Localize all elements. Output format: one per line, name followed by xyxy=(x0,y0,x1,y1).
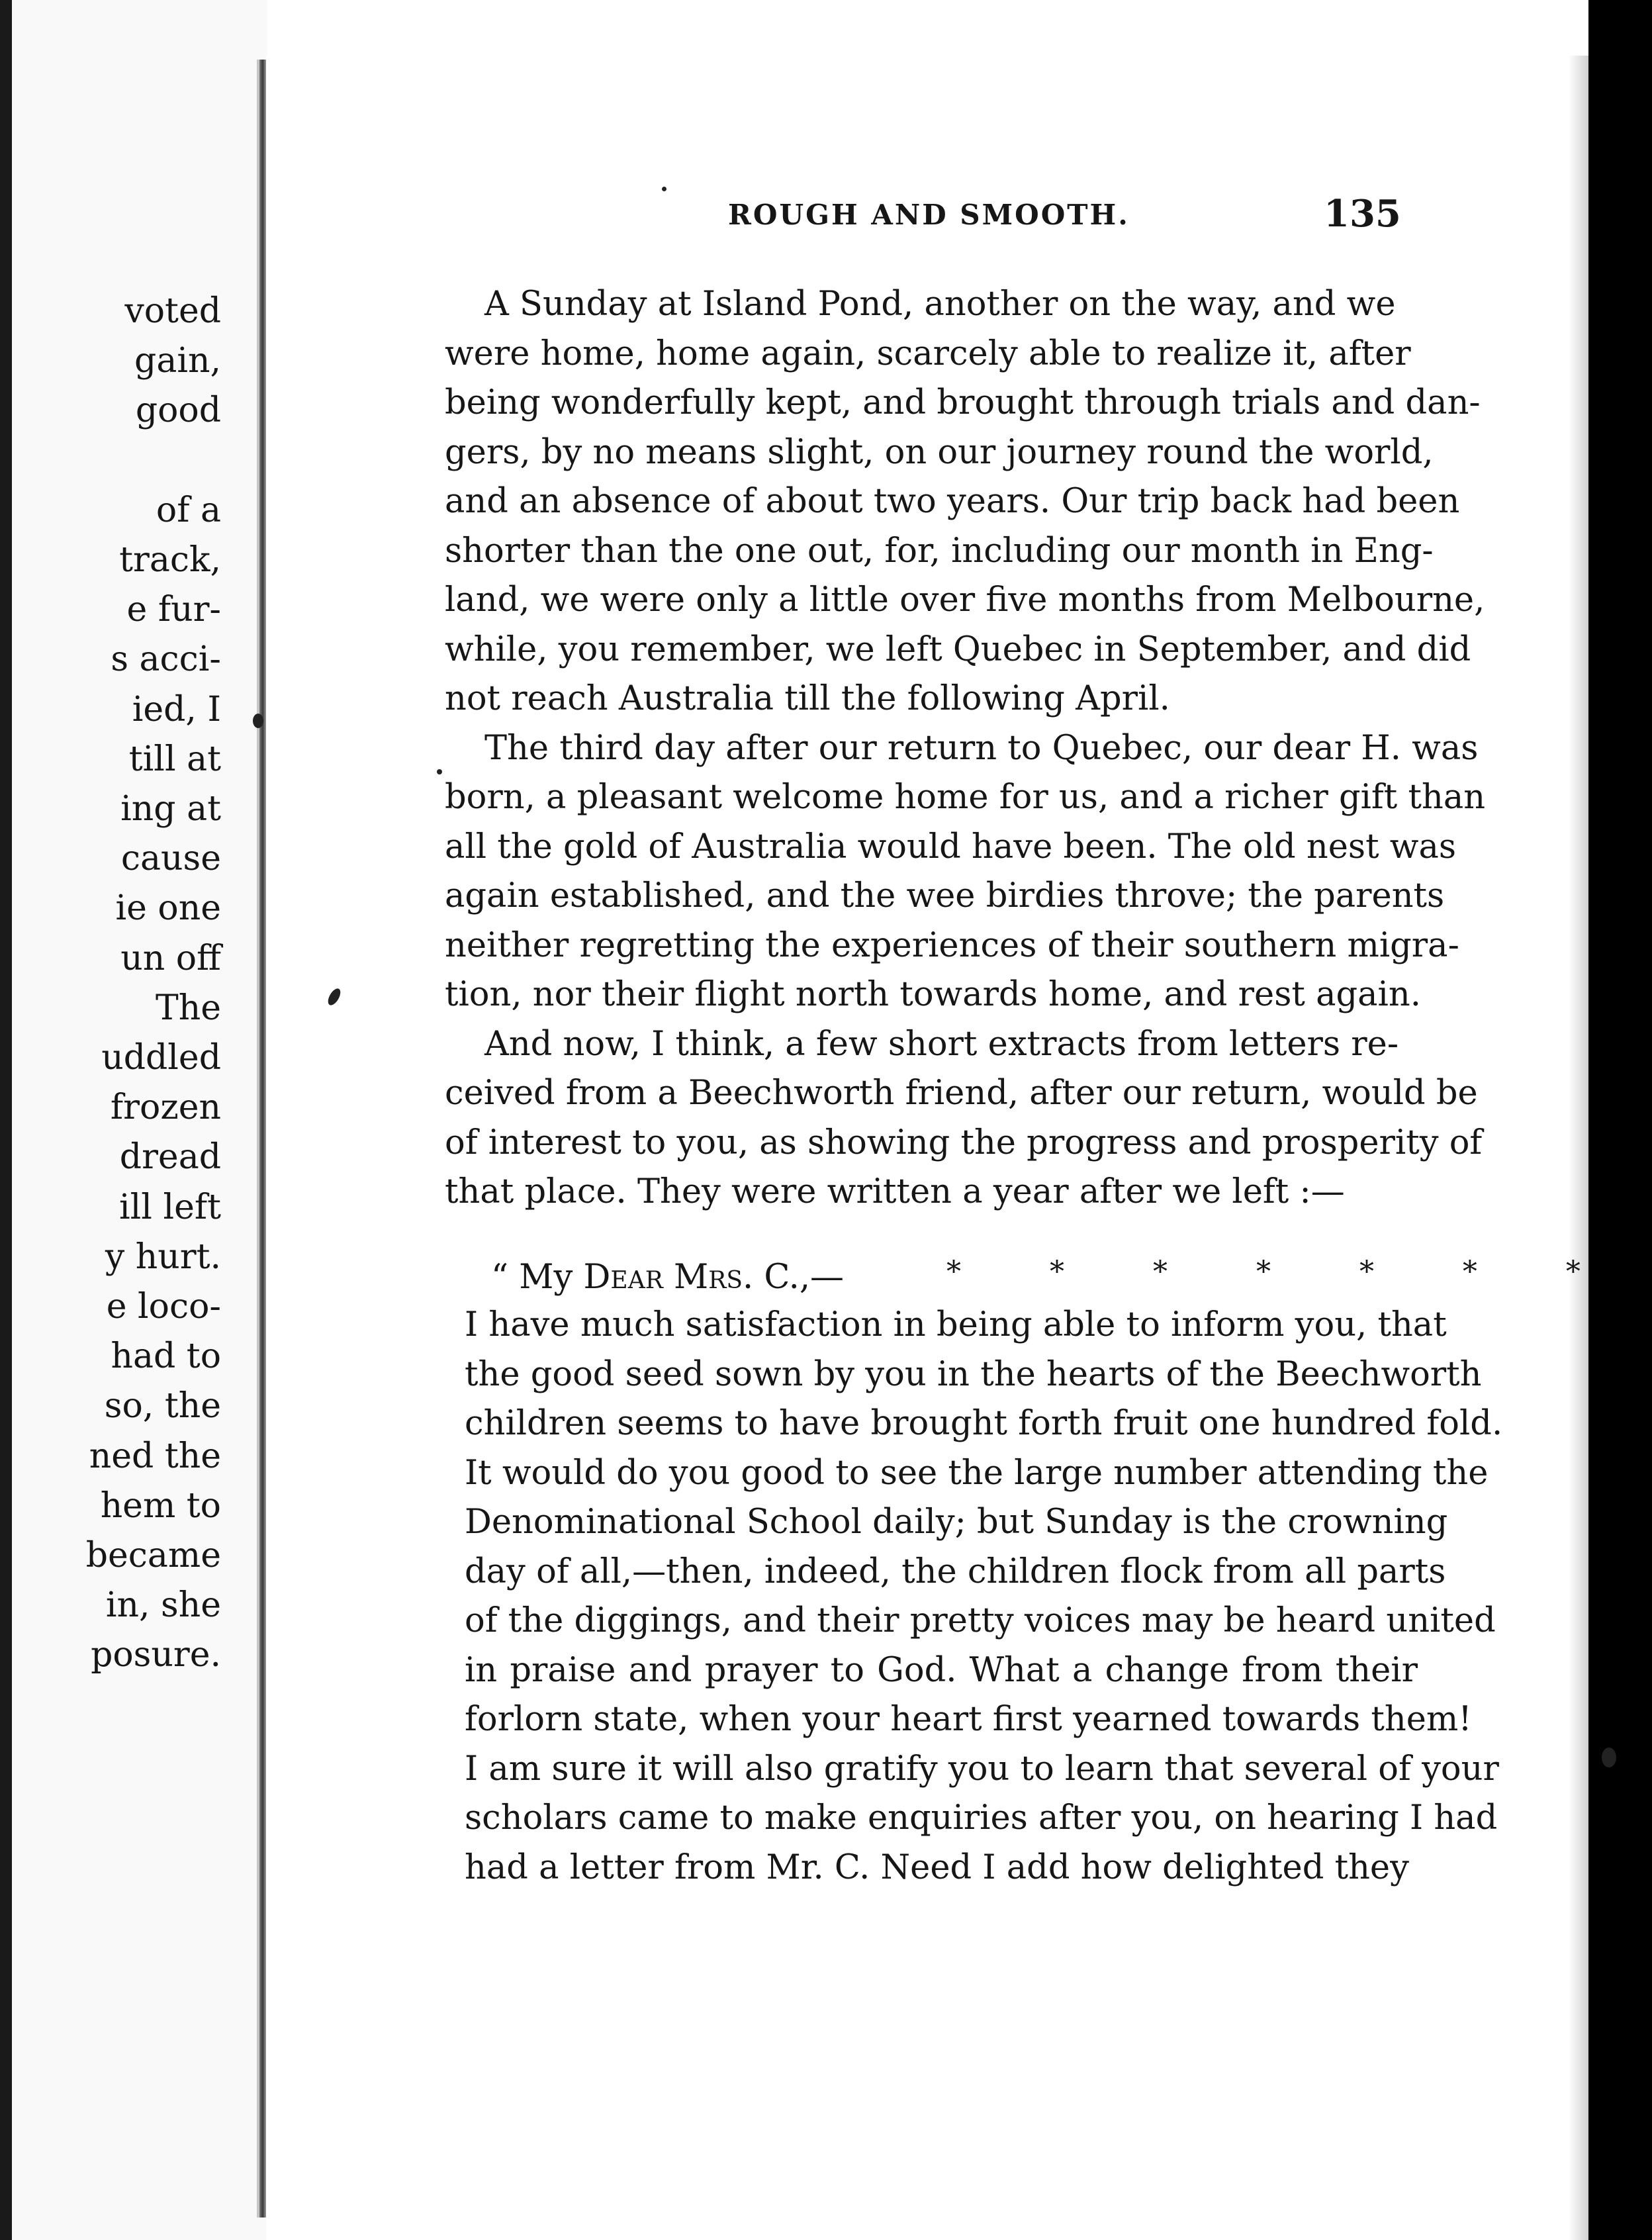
left-page-fragment: till at xyxy=(128,739,221,779)
paragraph-line: And now, I think, a few short extracts from letters re- xyxy=(484,1024,1399,1064)
letter-line: forlorn state, when your heart first yearned towards them! xyxy=(465,1700,1472,1739)
book-spine xyxy=(259,60,266,2217)
letter-line: in praise and prayer to God. What a change from their xyxy=(465,1650,1418,1690)
left-page-fragment: posure. xyxy=(91,1635,221,1675)
scan-background xyxy=(1588,0,1652,2240)
page-edge-shadow xyxy=(1569,56,1588,2240)
page-number: 135 xyxy=(1324,192,1401,236)
salutation-name: Dear Mrs. C.,— xyxy=(583,1258,845,1297)
letter-line: day of all,—then, indeed, the children flock from all parts xyxy=(465,1552,1446,1591)
paragraph-line: were home, home again, scarcely able to realize it, after xyxy=(445,334,1411,373)
paragraph-line: land, we were only a little over five months from Melbourne, xyxy=(445,581,1485,620)
letter-line: scholars came to make enquiries after you, on hearing I had xyxy=(465,1798,1498,1838)
left-page-fragment: ill left xyxy=(119,1187,221,1227)
paragraph-line: neither regretting the experiences of their southern migra- xyxy=(445,925,1459,965)
letter-line: the good seed sown by you in the hearts of the Beechworth xyxy=(465,1354,1482,1394)
left-page-fragment: un off xyxy=(120,938,221,978)
left-page-fragment: gain, xyxy=(134,341,221,381)
paragraph-line: while, you remember, we left Quebec in September, and did xyxy=(445,630,1471,669)
left-page-fragment: had to xyxy=(111,1336,221,1377)
ellipsis-asterisks: * * * * * * * xyxy=(946,1255,1620,1289)
paragraph-line: tion, nor their flight north towards home, and rest again. xyxy=(445,975,1421,1014)
left-page-fragment: good xyxy=(135,391,221,431)
left-page-fragment: voted xyxy=(124,291,221,331)
left-page-fragment: ied, I xyxy=(132,689,221,729)
left-page-fragment: so, the xyxy=(104,1386,221,1426)
left-page-fragment: y hurt. xyxy=(105,1237,221,1277)
paragraph-line: being wonderfully kept, and brought through trials and dan- xyxy=(445,383,1481,422)
paragraph-line: shorter than the one out, for, including our month in Eng- xyxy=(445,531,1434,571)
letter-line: had a letter from Mr. C. Need I add how delighted they xyxy=(465,1847,1409,1887)
letter-line: It would do you good to see the large number attending the xyxy=(465,1453,1489,1493)
left-page-fragment: cause xyxy=(120,839,221,879)
left-page-fragment: track, xyxy=(119,540,221,580)
paragraph-line: ceived from a Beechworth friend, after our return, would be xyxy=(445,1074,1478,1113)
paragraph-line: all the gold of Australia would have been. The old nest was xyxy=(445,827,1457,866)
left-page xyxy=(12,0,267,2240)
running-title: ROUGH AND SMOOTH. xyxy=(728,199,1130,231)
paragraph-line: that place. They were written a year after we left :— xyxy=(445,1172,1345,1211)
ink-speck xyxy=(437,769,442,774)
left-page-fragment: ing at xyxy=(120,789,221,829)
letter-salutation xyxy=(491,1258,844,1297)
left-page-fragment: frozen xyxy=(110,1088,221,1128)
left-page-fragment: ie one xyxy=(115,888,221,929)
paragraph-line: and an absence of about two years. Our trip back had been xyxy=(445,482,1460,521)
left-page-fragment: in, she xyxy=(105,1585,221,1626)
ink-speck xyxy=(1602,1748,1616,1767)
paragraph-line: A Sunday at Island Pond, another on the way, and we xyxy=(484,285,1396,324)
left-page-fragment: ned the xyxy=(89,1436,221,1476)
paragraph-line: again established, and the wee birdies throve; the parents xyxy=(445,876,1445,915)
ink-speck xyxy=(253,714,263,728)
salutation-open: “ My xyxy=(491,1258,584,1297)
paragraph-line: born, a pleasant welcome home for us, and a richer gift than xyxy=(445,778,1486,817)
letter-line: children seems to have brought forth fruit one hundred fold. xyxy=(465,1404,1503,1443)
left-page-fragment: of a xyxy=(156,490,221,530)
left-page-fragment: hem to xyxy=(100,1485,221,1526)
paragraph-line: gers, by no means slight, on our journey round the world, xyxy=(445,432,1434,472)
letter-line: I am sure it will also gratify you to learn that several of your xyxy=(465,1749,1499,1789)
left-page-fragment: uddled xyxy=(101,1038,221,1078)
letter-line: Denominational School daily; but Sunday is the crowning xyxy=(465,1503,1448,1542)
paragraph-line: The third day after our return to Quebec, our dear H. was xyxy=(484,728,1479,768)
scan-gutter xyxy=(0,0,12,2240)
left-page-fragment: The xyxy=(156,988,221,1028)
paragraph-line: of interest to you, as showing the progress and prosperity of xyxy=(445,1123,1483,1162)
left-page-fragment: s acci- xyxy=(111,639,221,680)
ink-speck xyxy=(662,187,666,191)
left-page-fragment: dread xyxy=(119,1137,221,1178)
letter-line: I have much satisfaction in being able to inform you, that xyxy=(465,1305,1447,1344)
left-page-fragment: e loco- xyxy=(106,1287,221,1327)
left-page-fragment: e fur- xyxy=(126,590,221,630)
left-page-fragment: became xyxy=(85,1536,221,1575)
paragraph-line: not reach Australia till the following April. xyxy=(445,679,1170,718)
letter-line: of the diggings, and their pretty voices may be heard united xyxy=(465,1601,1496,1640)
